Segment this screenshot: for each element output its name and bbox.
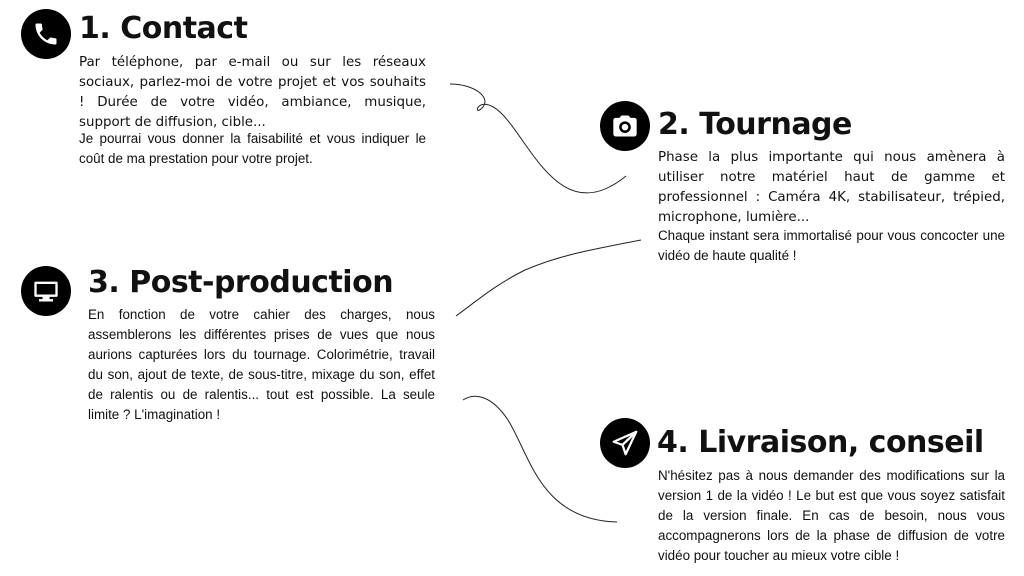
connector-curve-2-3 bbox=[456, 240, 641, 316]
monitor-icon bbox=[21, 266, 71, 316]
step-title: 3. Post-production bbox=[88, 265, 394, 300]
step-title: 4. Livraison, conseil bbox=[657, 425, 984, 460]
step-description: N'hésitez pas à nous demander des modifications sur la version 1 de la vidéo ! Le but est que vous soyez satisfait de la version finale. En cas de besoin, nous vous accompagnerons lors de la phase de diffusion de votre vidéo pour toucher au mieux votre cible ! bbox=[658, 468, 1005, 563]
step-title: 2. Tournage bbox=[658, 107, 852, 142]
step-description: Phase la plus importante qui nous amènera à utiliser notre matériel haut de gamme et professionnel : Caméra 4K, stabilisateur, trépied, microphone, lumière... bbox=[658, 150, 1005, 225]
step-description-extra: Chaque instant sera immortalisé pour vous concocter une vidéo de haute qualité ! bbox=[658, 228, 1005, 263]
step-description: Par téléphone, par e-mail ou sur les réseaux sociaux, parlez-moi de votre projet et vos souhaits ! Durée de votre vidéo, ambiance, musique, support de diffusion, cible... bbox=[79, 55, 426, 130]
step-description-extra: Je pourrai vous donner la faisabilité et vous indiquer le coût de ma prestation pour votre projet. bbox=[79, 131, 426, 166]
paper-plane-icon bbox=[600, 418, 650, 468]
camera-icon bbox=[600, 101, 650, 151]
connector-curve-1-2 bbox=[450, 84, 626, 193]
step-description: En fonction de votre cahier des charges, nous assemblerons les différentes prises de vues que nous aurions capturées lors du tournage. Colorimétrie, travail du son, ajout de texte, de sous-titre, mixage du son, effet de ralentis ou de ralentis... tout est possible. La seule limite ? L'imagination ! bbox=[88, 307, 435, 422]
phone-icon bbox=[21, 9, 71, 59]
connector-curve-3-4 bbox=[463, 396, 617, 522]
step-title: 1. Contact bbox=[79, 11, 248, 46]
